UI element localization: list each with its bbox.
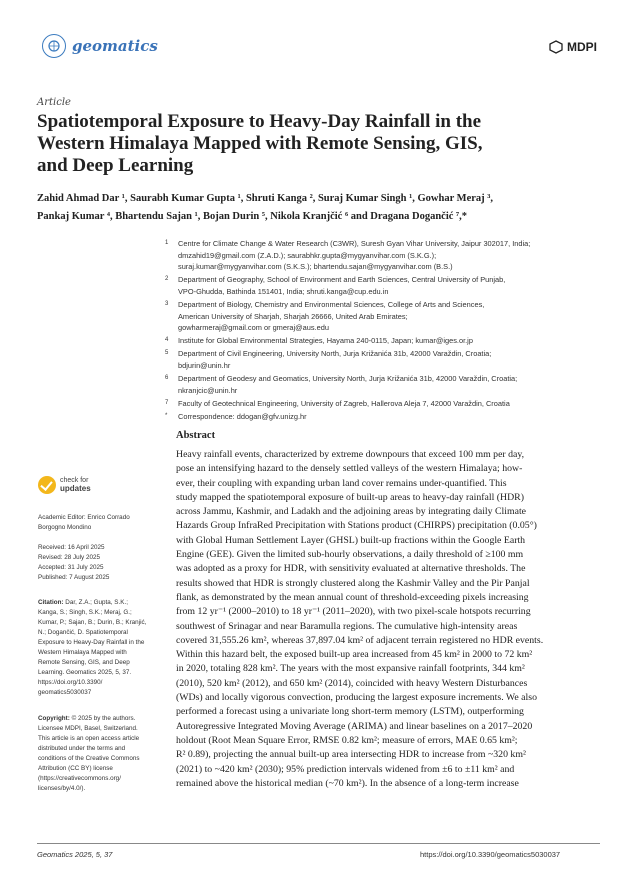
affiliation-text <box>178 274 505 297</box>
footer-citation: Geomatics 2025, 5, 37 <box>37 850 113 859</box>
check-updates-line2: updates <box>60 484 91 493</box>
article-type: Article <box>37 97 71 108</box>
abstract-line: holdout (Root Mean Square Error, RMSE 0.82 km²; measure of errors, MAE 0.65 km²; <box>176 734 518 746</box>
affiliation-number: 4 <box>165 337 169 344</box>
abstract-line: (2021) to ~420 km² (2030); 95% prediction intervals widened from ±6 to ±11 km² and <box>176 763 515 775</box>
publisher-name: MDPI <box>567 40 597 54</box>
copyright-line: (https://creativecommons.org/ <box>38 775 121 782</box>
journal-header <box>42 34 158 58</box>
check-updates-icon <box>38 476 56 494</box>
citation-line: Exposure to Heavy-Day Rainfall in the <box>38 639 145 646</box>
affiliation-item <box>165 274 605 297</box>
affiliation-item <box>165 238 605 273</box>
affiliation-line: Correspondence: ddogan@gfv.unizg.hr <box>178 411 307 421</box>
date-line: Revised: 28 July 2025 <box>38 554 100 561</box>
abstract-line: Within this hazard belt, the exposed built-up area increased from 45 km² in 2000 to 72 km² <box>176 649 533 661</box>
affiliation-line: Department of Civil Engineering, University North, Jurja Križanića 31b, 42000 Varaždin, Croatia; <box>178 349 492 359</box>
abstract-line: across Jammu, Kashmir, and Ladakh and the adjoining areas by integrating daily Climate <box>176 506 527 518</box>
affiliation-number: 7 <box>165 399 169 406</box>
footer-rule <box>37 843 600 844</box>
copyright-line: Copyright: © 2025 by the authors. <box>38 715 136 722</box>
abstract-body <box>176 448 600 791</box>
affiliation-line: American University of Sharjah, Sharjah 26666, United Arab Emirates; <box>178 311 408 321</box>
copyright <box>38 714 160 794</box>
author-list <box>37 190 597 226</box>
affiliation-item <box>165 373 605 396</box>
journal-name: geomatics <box>72 37 158 55</box>
abstract-line: covered 31,555.26 km², whereas 37,897.04 km² of adjacent terrain registered no HDR events. <box>176 634 544 646</box>
authors-line-1: Zahid Ahmad Dar ¹, Saurabh Kumar Gupta ¹, Shruti Kanga ², Suraj Kumar Singh ¹, Gowhar Meraj ³, <box>37 193 494 204</box>
copyright-line: distributed under the terms and <box>38 745 126 752</box>
citation-line: geomatics5030037 <box>38 689 92 696</box>
citation-line: N.; Dogančić, D. Spatiotemporal <box>38 629 128 636</box>
affiliation-number: 5 <box>165 350 169 357</box>
authors-line-2: Pankaj Kumar ⁴, Bhartendu Sajan ¹, Bojan Durin ⁵, Nikola Kranjčić ⁶ and Dragana Dogančić ⁷,* <box>37 211 468 222</box>
abstract-line: pose an intensifying hazard to the densely settled valleys of the western Himalaya; how- <box>176 463 523 475</box>
page-title: Spatiotemporal Exposure to Heavy-Day Rainfall in the Western Himalaya Mapped with Remote Sensing, GIS, and Deep Learning <box>37 111 483 176</box>
affiliation-line: VPO-Ghudda, Bathinda 151401, India; shruti.kanga@cup.edu.in <box>178 286 389 296</box>
affiliation-line: bdjurin@unin.hr <box>178 360 231 370</box>
abstract-line: remained above the historical median (~70 km²). In the absence of a long-term increase <box>176 777 519 789</box>
abstract-line: Heavy rainfall events, characterized by extreme downpours that exceed 100 mm per day, <box>176 449 525 460</box>
affiliation-text <box>178 398 510 410</box>
affiliation-text <box>178 335 473 347</box>
affiliation-number: 6 <box>165 375 169 382</box>
affiliation-item <box>165 348 605 371</box>
abstract-line: (WDs) and locally vigorous convection, producing the largest exposure increments. We also <box>176 692 537 704</box>
abstract-line: from 12 yr⁻¹ (2000–2010) to 18 yr⁻¹ (2011–2020), with two pixel-scale hotspots recurring <box>176 606 531 618</box>
affiliation-text <box>178 299 484 334</box>
copyright-line: Licensee MDPI, Basel, Switzerland. <box>38 725 138 732</box>
citation-line: Kanga, S.; Singh, S.K.; Meraj, G.; <box>38 609 132 616</box>
abstract-line: Autoregressive Integrated Moving Average (ARIMA) and linear baselines on a 2017–2020 <box>176 720 533 732</box>
affiliation-line: gowharmeraj@gmail.com or gmeraj@aus.edu <box>178 323 329 333</box>
check-updates-line1: check for <box>60 477 89 484</box>
affiliation-item <box>165 411 605 423</box>
journal-logo-icon <box>42 34 66 58</box>
publication-dates <box>38 543 158 583</box>
abstract-line: (2010), 520 km² (2012), and 650 km² (2014), coincided with heavy Western Disturbances <box>176 677 528 689</box>
affiliation-line: Centre for Climate Change & Water Research (C3WR), Suresh Gyan Vihar University, Jaipur 302017, India; <box>178 239 531 248</box>
affiliation-number: 2 <box>165 276 169 283</box>
editor-line: Borgogno Mondino <box>38 524 92 531</box>
abstract-line: ever, their coupling with expanding urban land cover remains under-quantified. This <box>176 477 507 489</box>
abstract-line: was adopted as a proxy for HDR, with sensitivity evaluated at alternative thresholds. The <box>176 563 526 575</box>
citation-line: Kumar, P.; Sajan, B.; Durin, B.; Kranjić, <box>38 619 147 626</box>
affiliation-item <box>165 335 605 347</box>
affiliation-line: Institute for Global Environmental Strategies, Hayama 240-0115, Japan; kumar@iges.or.jp <box>178 336 473 346</box>
abstract-line: Hazards Group InfraRed Precipitation with Stations product (CHIRPS) precipitation (0.05°) <box>176 520 537 532</box>
abstract-line: study mapped the spatiotemporal exposure of built-up areas to heavy-day rainfall (HDR) <box>176 491 524 503</box>
academic-editor <box>38 513 158 533</box>
abstract-line: results showed that HDR is strongly clustered along the Kashmir Valley and the Pir Panjal <box>176 577 530 589</box>
mdpi-hex-icon <box>549 40 563 54</box>
citation-line: Western Himalaya Mapped with <box>38 649 127 656</box>
date-line: Published: 7 August 2025 <box>38 574 110 581</box>
abstract-line: in 2020, totaling 828 km². The years with the most expansive rainfall footprints, 344 km² <box>176 663 525 675</box>
affiliation-line: suraj.kumar@mygyanvihar.com (S.K.S.); bhartendu.sajan@mygyanvihar.com (B.S.) <box>178 262 453 272</box>
affiliation-line: Faculty of Geotechnical Engineering, University of Zagreb, Hallerova Aleja 7, 42000 Varaždin, Croatia <box>178 398 510 408</box>
check-for-updates-badge[interactable] <box>38 476 91 494</box>
copyright-line: licenses/by/4.0/). <box>38 785 86 792</box>
affiliation-line: Department of Geodesy and Geomatics, University North, Jurja Križanića 31b, 42000 Varaždin, Croatia; <box>178 374 518 384</box>
affiliation-text <box>178 373 517 396</box>
abstract-line: with Global Human Settlement Layer (GHSL) built-up fractions within the Google Earth <box>176 534 526 546</box>
abstract-line: southwest of Srinagar and near Baramulla regions. The cumulative high-intensity areas <box>176 620 518 632</box>
affiliation-line: Department of Geography, School of Environment and Earth Sciences, Central University of Punjab, <box>178 275 506 285</box>
editor-line: Academic Editor: Enrico Corrado <box>38 514 130 521</box>
citation-line: https://doi.org/10.3390/ <box>38 679 103 686</box>
affiliation-number: 3 <box>165 300 169 307</box>
abstract-line: performed a forecast using a univariate long short-term memory (LSTM), outperforming <box>176 706 524 718</box>
affiliation-text <box>178 348 491 371</box>
date-line: Accepted: 31 July 2025 <box>38 564 104 571</box>
footer-doi-link[interactable]: https://doi.org/10.3390/geomatics5030037 <box>420 850 561 859</box>
affiliation-text <box>178 238 530 273</box>
affiliation-line: nkranjcic@unin.hr <box>178 385 238 395</box>
abstract-heading: Abstract <box>176 430 216 441</box>
affiliation-line: dmzahid19@gmail.com (Z.A.D.); saurabhkr.gupta@mygyanvihar.com (S.K.G.); <box>178 250 437 260</box>
copyright-line: This article is an open access article <box>38 735 140 742</box>
copyright-line: conditions of the Creative Commons <box>38 755 140 762</box>
affiliation-item <box>165 299 605 334</box>
citation-line: Learning. Geomatics 2025, 5, 37. <box>38 669 132 676</box>
copyright-line: Attribution (CC BY) license <box>38 765 113 772</box>
publisher-logo <box>549 40 597 54</box>
affiliations <box>165 238 605 424</box>
citation-line: Remote Sensing, GIS, and Deep <box>38 659 130 666</box>
affiliation-item <box>165 398 605 410</box>
abstract-line: R² 0.89), projecting the annual built-up area intersecting HDR to increase from ~320 km² <box>176 749 526 761</box>
date-line: Received: 16 April 2025 <box>38 544 105 551</box>
abstract-line: flank, as demonstrated by the mean annual count of threshold-exceeding pixels increasing <box>176 591 529 603</box>
citation <box>38 598 160 698</box>
affiliation-number: 1 <box>165 240 169 246</box>
affiliation-text <box>178 411 307 423</box>
affiliation-line: Department of Biology, Chemistry and Environmental Sciences, College of Arts and Sciences, <box>178 299 485 309</box>
citation-line: Citation: Dar, Z.A.; Gupta, S.K.; <box>38 599 128 606</box>
abstract-line: Engine (GEE). Given the limited sub-hourly observations, a daily threshold of ≥100 mm <box>176 549 524 561</box>
affiliation-number: * <box>165 412 168 419</box>
